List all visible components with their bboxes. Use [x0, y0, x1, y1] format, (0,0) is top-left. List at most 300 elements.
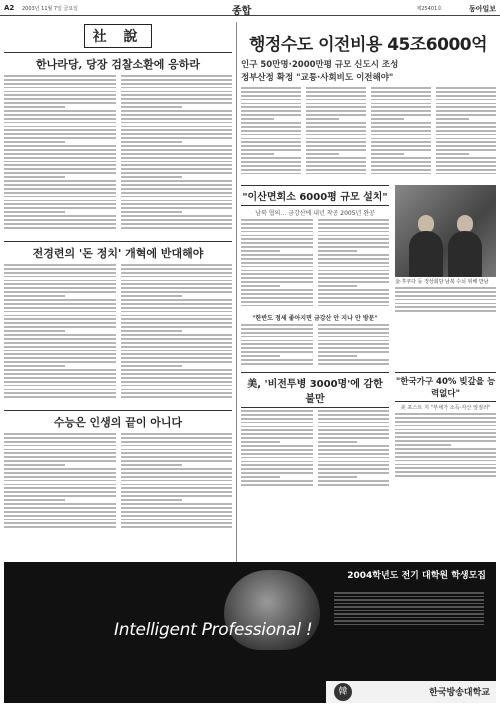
text-line: [318, 468, 390, 470]
text-line: [4, 280, 116, 282]
text-line: [371, 138, 431, 140]
text-line: [241, 461, 313, 463]
text-line: [241, 297, 313, 299]
text-line: [121, 460, 233, 462]
text-line: [4, 133, 116, 135]
text-line: [306, 91, 366, 93]
text-line: [318, 422, 390, 424]
text-line: [121, 507, 233, 509]
text-line: [395, 295, 496, 297]
text-line: [306, 130, 366, 132]
text-line: [121, 283, 233, 285]
text-line: [306, 157, 366, 159]
text-line: [4, 433, 116, 435]
text-line: [4, 495, 116, 497]
text-line: [241, 91, 301, 93]
text-line: [318, 223, 390, 225]
text-line: [4, 487, 116, 489]
text-line: [395, 421, 496, 423]
text-line: [4, 102, 116, 104]
text-line: [306, 149, 366, 151]
text-line: [371, 91, 431, 93]
text-line: [121, 456, 233, 458]
box3-title: "한국가구 40% 빚갚을 능력없다": [395, 372, 496, 402]
text-line: [436, 110, 496, 112]
text-line: [4, 118, 116, 120]
text-line: [241, 301, 313, 303]
text-line: [395, 452, 496, 454]
text-line: [4, 200, 116, 202]
text-line: [241, 429, 313, 431]
text-line: [121, 157, 233, 159]
text-line: [306, 110, 366, 112]
text-line: [306, 118, 339, 120]
text-line: [241, 332, 313, 334]
text-line: [4, 392, 116, 394]
text-line: [395, 444, 451, 446]
text-line: [318, 273, 390, 275]
text-line: [241, 99, 301, 101]
text-line: [4, 176, 65, 178]
text-line: [121, 373, 233, 375]
text-line: [371, 161, 431, 163]
box4-title: 美, '비전투병 3000명'에 감한 불만: [241, 372, 389, 408]
text-line: [4, 389, 116, 391]
text-line: [4, 79, 116, 81]
text-line: [121, 79, 233, 81]
text-line: [241, 347, 313, 349]
editorial-column: [4, 22, 232, 608]
text-line: [4, 295, 65, 297]
text-line: [318, 293, 390, 295]
text-line: [4, 145, 116, 147]
text-line: [121, 480, 233, 482]
text-line: [121, 114, 233, 116]
text-line: [241, 153, 274, 155]
text-line: [121, 484, 233, 486]
text-line: [121, 377, 233, 379]
text-line: [121, 272, 233, 274]
text-line: [371, 87, 431, 89]
text-line: [4, 106, 65, 108]
text-line: [436, 95, 496, 97]
summit-photo: [395, 185, 496, 277]
text-line: [4, 161, 116, 163]
text-line: [4, 445, 116, 447]
text-line: [241, 418, 313, 420]
lead-subhead-1: 인구 50만명·2000만평 규모 신도시 조성: [241, 60, 399, 70]
text-line: [395, 425, 496, 427]
text-line: [241, 426, 313, 428]
text-line: [121, 219, 233, 221]
text-line: [318, 449, 390, 451]
issue-number: 제25401호: [416, 6, 442, 12]
text-line: [121, 129, 233, 131]
text-line: [4, 515, 116, 517]
text-line: [121, 311, 233, 313]
text-line: [4, 94, 116, 96]
text-line: [4, 264, 116, 266]
text-line: [121, 168, 233, 170]
text-line: [306, 169, 366, 171]
text-line: [4, 188, 116, 190]
text-line: [4, 464, 65, 466]
text-line: [371, 126, 431, 128]
text-line: [241, 445, 313, 447]
box2-title: "한반도 정세 좋아지면 금강산 안 지나 안 방문": [252, 315, 378, 322]
paper-name: 동아일보: [468, 5, 496, 13]
text-line: [121, 491, 233, 493]
text-line: [395, 417, 496, 419]
text-line: [4, 272, 116, 274]
text-line: [241, 363, 313, 365]
text-line: [318, 289, 390, 291]
text-line: [241, 87, 301, 89]
text-line: [241, 468, 313, 470]
text-line: [121, 153, 233, 155]
text-line: [306, 126, 366, 128]
text-line: [121, 338, 233, 340]
text-line: [121, 342, 233, 344]
text-line: [241, 134, 301, 136]
text-line: [395, 471, 496, 473]
text-line: [4, 87, 116, 89]
text-line: [241, 110, 301, 112]
ad-slogan: Intelligent Professional !: [114, 620, 313, 640]
text-line: [121, 133, 233, 135]
text-line: [371, 149, 431, 151]
text-line: [4, 322, 116, 324]
text-line: [395, 460, 496, 462]
text-line: [306, 161, 366, 163]
text-line: [121, 357, 233, 359]
text-line: [4, 114, 116, 116]
text-line: [121, 137, 233, 139]
text-line: [241, 441, 280, 443]
text-line: [4, 184, 116, 186]
text-line: [4, 83, 116, 85]
text-line: [241, 328, 313, 330]
text-line: [121, 211, 182, 213]
text-line: [241, 231, 313, 233]
text-line: [121, 449, 233, 451]
text-line: [4, 334, 116, 336]
text-line: [121, 280, 233, 282]
page-number: A2: [4, 4, 15, 12]
text-line: [306, 99, 366, 101]
text-line: [395, 306, 496, 308]
text-line: [4, 137, 116, 139]
university-emblem-icon: 韓: [334, 683, 352, 701]
text-line: [121, 361, 233, 363]
box4-body: [241, 410, 389, 490]
text-line: [121, 487, 233, 489]
text-line: [121, 369, 233, 371]
text-line: [241, 480, 313, 482]
text-line: [121, 192, 233, 194]
text-line: [241, 235, 313, 237]
text-line: [4, 522, 116, 524]
text-line: [4, 287, 116, 289]
text-line: [121, 149, 233, 151]
caption-body: [395, 287, 496, 317]
text-line: [318, 285, 357, 287]
photo-caption: 金·후쿠다 등 정상회담 남북 수뇌 위해 만남: [395, 279, 489, 285]
text-line: [306, 145, 366, 147]
text-line: [436, 130, 496, 132]
text-line: [436, 165, 496, 167]
text-line: [4, 326, 116, 328]
text-line: [4, 437, 116, 439]
text-line: [306, 114, 366, 116]
text-line: [4, 449, 116, 451]
text-line: [4, 519, 116, 521]
text-line: [371, 114, 431, 116]
text-line: [121, 303, 233, 305]
text-line: [241, 273, 313, 275]
text-line: [318, 429, 390, 431]
text-line: [121, 291, 233, 293]
text-line: [4, 129, 116, 131]
text-line: [318, 347, 390, 349]
text-line: [306, 95, 366, 97]
text-line: [121, 180, 233, 182]
text-line: [395, 467, 496, 469]
text-line: [4, 211, 65, 213]
text-line: [121, 172, 233, 174]
text-line: [371, 169, 431, 171]
text-line: [241, 343, 313, 345]
text-line: [121, 330, 182, 332]
text-line: [121, 522, 233, 524]
text-line: [241, 262, 313, 264]
text-line: [121, 385, 233, 387]
text-line: [4, 511, 116, 513]
text-line: [318, 227, 390, 229]
text-line: [318, 219, 390, 221]
text-line: [4, 307, 116, 309]
text-line: [318, 355, 357, 357]
text-line: [241, 223, 313, 225]
text-line: [241, 118, 274, 120]
text-line: [241, 238, 313, 240]
text-line: [4, 476, 116, 478]
text-line: [121, 141, 182, 143]
text-line: [371, 99, 431, 101]
text-line: [371, 157, 431, 159]
text-line: [4, 215, 116, 217]
text-line: [241, 285, 280, 287]
text-line: [4, 303, 116, 305]
text-line: [436, 91, 496, 93]
text-line: [318, 324, 390, 326]
ad-tagline: 2004학년도 전기 대학원 학생모집: [347, 571, 486, 581]
text-line: [395, 456, 496, 458]
text-line: [436, 126, 496, 128]
text-line: [4, 456, 116, 458]
text-line: [241, 266, 313, 268]
text-line: [318, 281, 390, 283]
text-line: [306, 173, 366, 175]
text-line: [371, 134, 431, 136]
text-line: [395, 429, 496, 431]
text-line: [4, 315, 116, 317]
text-line: [306, 165, 366, 167]
text-line: [241, 484, 313, 486]
text-line: [395, 440, 496, 442]
text-line: [318, 414, 390, 416]
text-line: [318, 231, 390, 233]
text-line: [318, 433, 390, 435]
text-line: [4, 207, 116, 209]
text-line: [4, 381, 116, 383]
box1-subtitle: 남북 협의… 금강산에 내년 착공 2005년 완공: [255, 210, 375, 217]
text-line: [121, 227, 233, 229]
ad-text-line: [334, 617, 484, 619]
text-line: [4, 503, 116, 505]
text-line: [4, 219, 116, 221]
news-column: [241, 22, 496, 608]
text-line: [4, 227, 116, 229]
column-divider: [236, 22, 237, 608]
ad-text-line: [334, 620, 484, 622]
text-line: [241, 289, 313, 291]
text-line: [306, 87, 366, 89]
text-line: [318, 235, 390, 237]
text-line: [121, 196, 233, 198]
text-line: [241, 106, 301, 108]
text-line: [241, 138, 301, 140]
text-line: [241, 422, 313, 424]
text-line: [371, 106, 431, 108]
text-line: [318, 457, 390, 459]
text-line: [318, 238, 390, 240]
text-line: [371, 153, 404, 155]
text-line: [241, 130, 301, 132]
ad-text-line: [334, 596, 484, 598]
text-line: [121, 452, 233, 454]
ad-copy: [334, 592, 484, 625]
text-line: [4, 330, 65, 332]
text-line: [121, 392, 233, 394]
text-line: [395, 448, 496, 450]
text-line: [4, 361, 116, 363]
text-line: [318, 445, 390, 447]
text-line: [395, 464, 496, 466]
text-line: [241, 169, 301, 171]
text-line: [241, 281, 313, 283]
text-line: [241, 145, 301, 147]
text-line: [4, 342, 116, 344]
text-line: [4, 460, 116, 462]
text-line: [121, 334, 233, 336]
text-line: [4, 91, 116, 93]
text-line: [121, 437, 233, 439]
text-line: [241, 219, 313, 221]
text-line: [121, 87, 233, 89]
text-line: [4, 353, 116, 355]
text-line: [318, 340, 390, 342]
text-line: [371, 130, 431, 132]
text-line: [121, 396, 233, 398]
box3-body: [395, 413, 496, 483]
text-line: [436, 118, 469, 120]
text-line: [121, 346, 233, 348]
text-line: [121, 268, 233, 270]
text-line: [121, 106, 182, 108]
text-line: [121, 94, 233, 96]
text-line: [436, 173, 496, 175]
text-line: [121, 353, 233, 355]
text-line: [395, 291, 496, 293]
text-line: [241, 433, 313, 435]
text-line: [121, 126, 233, 128]
text-line: [121, 433, 233, 435]
ad-text-line: [334, 624, 484, 626]
text-line: [436, 153, 469, 155]
text-line: [318, 254, 390, 256]
text-line: [121, 207, 233, 209]
text-line: [318, 484, 390, 486]
text-line: [436, 141, 496, 143]
text-line: [241, 95, 301, 97]
page-header: [0, 0, 500, 16]
text-line: [318, 277, 390, 279]
text-line: [241, 449, 313, 451]
text-line: [371, 103, 431, 105]
text-line: [318, 305, 390, 307]
text-line: [4, 472, 116, 474]
editorial-label: 社 說: [4, 22, 232, 52]
text-line: [4, 172, 116, 174]
text-line: [371, 110, 431, 112]
text-line: [121, 223, 233, 225]
text-line: [318, 359, 390, 361]
text-line: [4, 268, 116, 270]
text-line: [4, 338, 116, 340]
text-line: [121, 322, 233, 324]
editorial-body-3: [4, 433, 232, 533]
text-line: [318, 410, 390, 412]
text-line: [4, 365, 65, 367]
text-line: [371, 141, 431, 143]
text-line: [306, 134, 366, 136]
text-line: [121, 176, 182, 178]
editorial-title-1: 한나라당, 당장 검찰소환에 응하라: [4, 52, 232, 75]
text-line: [4, 149, 116, 151]
text-line: [241, 293, 313, 295]
text-line: [241, 149, 301, 151]
text-line: [121, 503, 233, 505]
text-line: [395, 436, 496, 438]
issue-date: 2003년 11월 7일 금요일: [22, 6, 79, 12]
text-line: [121, 350, 233, 352]
text-line: [395, 413, 496, 415]
text-line: [121, 164, 233, 166]
text-line: [371, 165, 431, 167]
text-line: [121, 464, 182, 466]
text-line: [371, 118, 404, 120]
text-line: [241, 355, 280, 357]
text-line: [121, 476, 233, 478]
text-line: [121, 161, 233, 163]
text-line: [241, 305, 313, 307]
text-line: [4, 468, 116, 470]
text-line: [241, 103, 301, 105]
text-line: [318, 453, 390, 455]
text-line: [241, 410, 313, 412]
text-line: [395, 299, 496, 301]
